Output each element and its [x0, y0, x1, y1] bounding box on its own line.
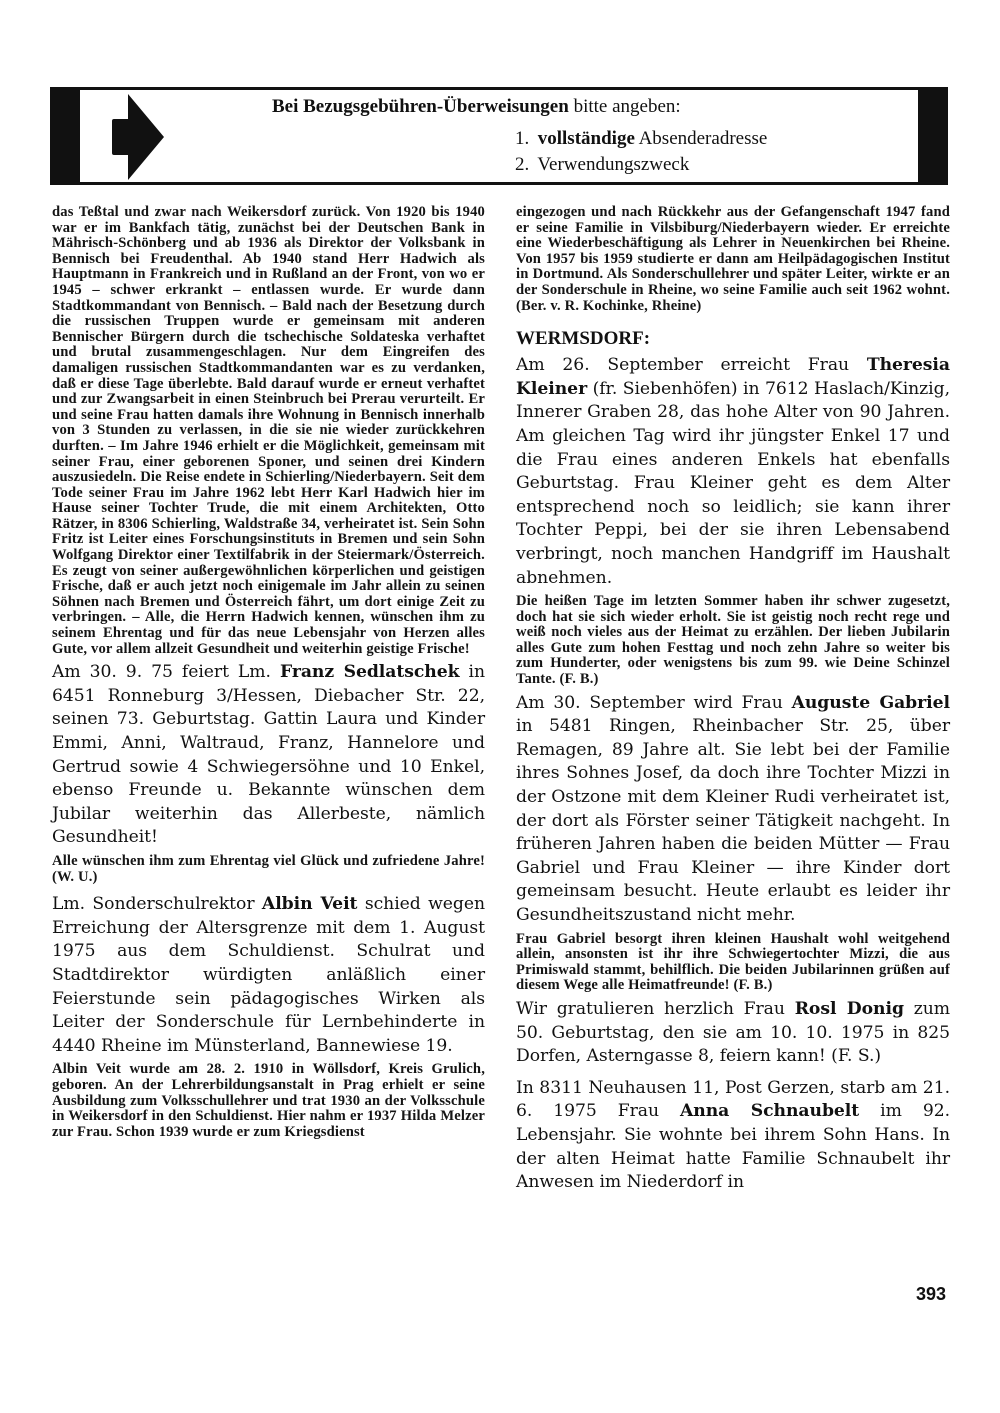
- person-name: Auguste Gabriel: [791, 692, 950, 713]
- veit-note: Albin Veit wurde am 28. 2. 1910 in Wöllsdorf, Kreis Grulich, geboren. An der Lehrerbildungsanstalt in Prag erhielt er seine Ausbildung zum Volksschullehrer und trat 1930 an der Volksschule in Weikersdorf in den Schuldienst. Hier nahm er 1937 Hilda Melzer zur Frau. Schon 1939 wurde er zum Kriegsdienst: [52, 1061, 485, 1140]
- page-number: 393: [916, 1284, 947, 1304]
- person-name: Rosl Donig: [794, 998, 904, 1019]
- arrow-right-icon: [112, 94, 164, 180]
- notice-left-bar: [50, 90, 80, 182]
- gabriel-article: Am 30. September wird Frau Auguste Gabriel in 5481 Ringen, Rheinbacher Str. 25, über Remagen, 89 Jahre alt. Sie lebt bei der Familie ihres Sohnes Josef, da doch ihre Tochter Mizzi in der Ostzone mit dem Kleiner Rudi verheiratet ist, der dort als Förster seiner Tätigkeit nachgeht. In früheren Jahren haben die beiden Mütter — Frau Gabriel und Frau Kleiner — ihre Kinder dort gemeinsam besucht. Heute erlaubt es leider ihr Gesundheitszustand nicht mehr.: [516, 692, 950, 925]
- veit-article: Lm. Sonderschulrektor Albin Veit schied wegen Erreichung der Altersgrenze mit dem 1. August 1975 aus dem Schuldienst. Schulrat und Stadtdirektor würdigten anläßlich einer Feierstunde sein pädagogisches Wirken als Leiter der Sonderschule für Lernbehinderte in 4440 Rheine im Münsterland, Bannewiese 19.: [52, 894, 485, 1056]
- notice-title-bold: Bei Bezugsgebühren-Überweisungen: [272, 96, 569, 117]
- schnaubelt-article: In 8311 Neuhausen 11, Post Gerzen, starb am 21. 6. 1975 Frau Anna Schnaubelt im 92. Lebensjahr. Sie wohnte bei ihrem Sohn Hans. In der alten Heimat hatte Familie Schnaubelt ihr Anwesen im Niederdorf in: [516, 1077, 950, 1193]
- veit-continued: eingezogen und nach Rückkehr aus der Gefangenschaft 1947 fand er seine Familie in Vilsbiburg/Niederbayern wieder. Er erreichte eine Wiederbeschäftigung als Lehrer in Neuenkirchen bei Rheine. Von 1957 bis 1959 studierte er dann am Heilpädagogischen Institut in Dortmund. Als Sonderschullehrer und später Leiter, wirkte er an der Sonderschule in Rheine, wo seine Familie auch seit 1962 wohnt. (Ber. v. R. Kochinke, Rheine): [516, 204, 950, 314]
- kleiner-article: Am 26. September erreicht Frau Theresia Kleiner (fr. Siebenhöfen) in 7612 Haslach/Kinzig, Innerer Graben 28, das hohe Alter von 90 Jahren. Am gleichen Tag wird ihr jüngster Enkel 17 und die Frau eines anderen Enkels hat ebenfalls Geburtstag. Frau Kleiner geht es dem Alter entsprechend noch so leidlich; sie kann ihrer Tochter Peppi, bei der sie ihren Lebensabend verbringt, noch manchen Handgriff im Haushalt abnehmen.: [516, 355, 950, 588]
- person-name: Anna Schnaubelt: [680, 1101, 860, 1122]
- kleiner-note: Die heißen Tage im letzten Sommer haben ihr schwer zugesetzt, doch hat sie sich wieder erholt. Sie ist geistig noch recht rege und weiß noch vieles aus der Heimat zu erzählen. Der lieben Jubilarin alles Gute zum hohen Festtag und noch zehn Jahre so weiter bis zum Hunderter, oder wenigstens bis zum 99. wie Deine Schinzel Tante. (F. B.): [516, 593, 950, 688]
- sedlatschek-note: Alle wünschen ihm zum Ehrentag viel Glück und zufriedene Jahre! (W. U.): [52, 852, 485, 885]
- notice-item-1: 1. vollständige Absenderadresse: [515, 128, 768, 149]
- notice-title-rest: bitte angeben:: [568, 96, 681, 117]
- section-heading-wermsdorf: WERMSDORF:: [516, 328, 651, 350]
- hadwich-article: das Teßtal und zwar nach Weikersdorf zurück. Von 1920 bis 1940 war er im Bankfach tätig, zunächst bei der Deutschen Bank in Mährisch-Schönberg und ab 1936 als Direktor der Volksbank in Bennisch bei Freudenthal. Ab 1940 stand Herr Hadwich als Hauptmann in Frankreich und in Rußland an der Front, von wo er 1945 – schwer erkrankt – entlassen wurde. Er wurde dann Stadtkommandant von Bennisch. – Bald nach der Besetzung durch die russischen Truppen wurde er gemeinsam mit anderen Bennischer Bürgern durch die tschechische Soldateska verhaftet und brutal zusammengeschlagen. Nur dem Eingreifen des damaligen russischen Stadtkommandanten war es zu verdanken, daß er diese Tage überlebte. Bald darauf wurde er erneut verhaftet und zur Zwangsarbeit in einen Steinbruch bei Prerau verurteilt. Er und seine Frau hatten damals ihre Wohnung in Bennisch innerhalb von 3 Stunden zu verlassen, in die sie nie wieder zurückkehren durften. – Im Jahre 1946 erhielt er die Möglichkeit, gemeinsam mit seiner Frau, einer geborenen Sponer, und seinen drei Kindern auszusiedeln. Die Reise endete in Schierling/Niederbayern. Seit dem Tode seiner Frau im Jahre 1962 lebt Herr Karl Hadwich hier im Hause seiner Tochter Trude, die mit einem Architekten, Otto Rätzer, in 8306 Schierling, Waldstraße 34, verheiratet ist. Sein Sohn Fritz ist Leiter eines Forschungsinstituts in Bremen und sein Sohn Wolfgang Direktor einer Textilfabrik in der Steiermark/Österreich. Es zeugt von seiner außergewöhnlichen körperlichen und geistigen Frische, daß er auch jetzt noch einigemale im Jahr allein zu seinen Söhnen nach Bremen und Österreich fährt, um dort einige Zeit zu verbringen. – Alle, die Herrn Hadwich kennen, wünschen ihm zu seinem Ehrentag und für das neue Lebensjahr von Herzen alles Gute, vor allem allzeit Gesundheit und weiterhin geistige Frische!: [52, 204, 485, 657]
- notice-title: [272, 96, 681, 118]
- left-column: [52, 205, 485, 1140]
- notice-list: [515, 126, 767, 178]
- person-name: Franz Sedlatschek: [279, 662, 460, 683]
- subscription-notice-box: [50, 87, 948, 185]
- right-column: [516, 205, 950, 1195]
- donig-article: Wir gratulieren herzlich Frau Rosl Donig zum 50. Geburtstag, den sie am 10. 10. 1975 in 825 Dorfen, Asterngasse 8, feiern kann! (F. S.): [516, 998, 950, 1067]
- gabriel-note: Frau Gabriel besorgt ihren kleinen Haushalt wohl weitgehend allein, ansonsten ist ihr ihre Schwiegertochter Mizzi, die aus Primiswald stammt, behilflich. Die beiden Jubilarinnen grüßen auf diesem Wege alle Heimatfreunde! (F. B.): [516, 930, 950, 994]
- notice-item-2: 2. Verwendungszweck: [515, 154, 690, 175]
- notice-right-bar: [918, 90, 948, 182]
- person-name: Theresia Kleiner: [516, 355, 950, 399]
- sedlatschek-article: Am 30. 9. 75 feiert Lm. Franz Sedlatschek in 6451 Ronneburg 3/Hessen, Diebacher Str. 22, seinen 73. Geburtstag. Gattin Laura und Kinder Emmi, Anni, Waltraud, Franz, Hannelore und Gertrud sowie 4 Schwiegersöhne und 10 Enkel, ebenso Freunde u. Bekannte wünschen dem Jubilar weiterhin das Allerbeste, nämlich Gesundheit!: [52, 662, 485, 848]
- person-name: Albin Veit: [261, 894, 358, 915]
